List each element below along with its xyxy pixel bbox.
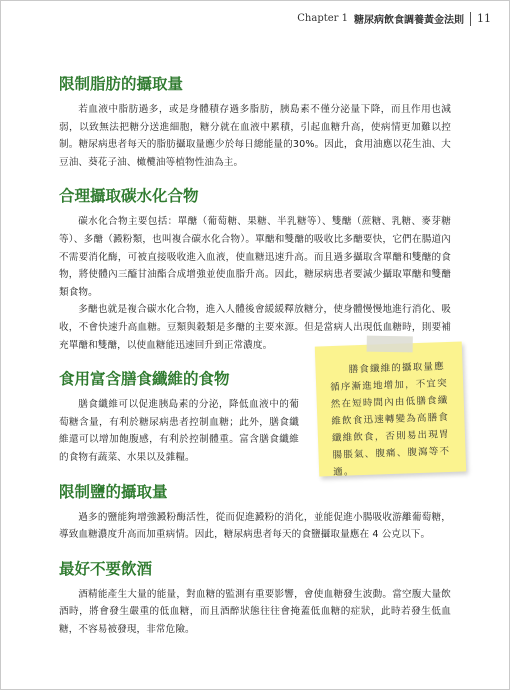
section-paragraph: 酒精能產生大量的能量，對血糖的監測有重要影響，會使血糖發生波動。當空腹大量飲酒時，將會發生嚴重的低血糖，而且酒醉狀態往往會掩蓋低血糖的症狀，此時若發生低血糖，不容易被發現，非常危險。 — [59, 588, 451, 635]
section-title: 合理攝取碳水化合物 — [59, 186, 199, 206]
section-title: 限制鹽的攝取量 — [59, 481, 168, 501]
section-paragraph: 碳水化合物主要包括：單醣（葡萄糖、果糖、半乳糖等）、雙醣（蔗糖、乳糖、麥芽糖等）、多醣（澱粉類，也叫複合碳水化合物）。單醣和雙醣的吸收比多醣要快，它們在腸道內不需要消化酶，可被直接吸收進入血液，使血糖迅速升高。而且過多攝取含單醣和雙醣的食物，將使體內三醯甘油酯合成增強並使血脂升高。因此，糖尿病患者要減少攝取單醣和雙醣類食物。 — [59, 216, 451, 298]
book-title: 糖尿病飲食調養黃金法則 — [354, 15, 464, 26]
sticky-note-text: 膳食纖維的攝取量應循序漸進地增加，不宜突然在短時間內由低膳食纖維飲食迅速轉變為高膳食纖維飲食，否則易出現胃腸脹氣、腹痛、腹瀉等不適。 — [330, 361, 451, 479]
running-header — [297, 11, 491, 26]
section-title: 最好不要飲酒 — [59, 558, 153, 578]
header-divider — [470, 12, 471, 26]
sticky-note — [315, 341, 466, 479]
tape-strip — [367, 336, 413, 353]
section-title: 限制脂肪的攝取量 — [59, 74, 184, 93]
chapter-label: Chapter 1 — [297, 13, 348, 24]
section-paragraph: 過多的鹽能夠增強澱粉酶活性，從而促進澱粉的消化，並能促進小腸吸收游離葡萄糖，導致血糖濃度升高而加重病情。因此，糖尿病患者每天的食鹽攝取量應在 4 公克以下。 — [59, 511, 451, 541]
section-paragraph: 膳食纖維可以促進胰島素的分泌，降低血液中的葡萄糖含量，有利於糖尿病患者控制血糖；此外，膳食纖維還可以增加飽腹感，有利於控制體重。富含膳食纖維的食物有蔬菜、水果以及雜糧。 — [59, 399, 299, 463]
section-carbohydrate — [59, 185, 451, 354]
section-fat — [59, 73, 451, 171]
page-number: 11 — [477, 12, 491, 25]
section-alcohol — [59, 558, 451, 639]
section-paragraph: 若血液中脂肪過多，或是身體積存過多脂肪，胰島素不僅分泌量下降，而且作用也減弱，以致無法把糖分送進細胞，糖分就在血液中累積，引起血糖升高，使病情更加難以控制。糖尿病患者每天的脂肪攝取量應少於每日總能量的30%。因此，食用油應以花生油、大豆油、葵花子油、橄欖油等植物性油為主。 — [59, 104, 451, 168]
section-paragraph: 多醣也就是複合碳水化合物，進入人體後會緩緩釋放糖分，使身體慢慢地進行消化、吸收，不會快速升高血糖。豆類與穀類是多醣的主要來源。但是當病人出現低血糖時，則要補充單醣和雙醣，以使血糖能迅速回升到正常濃度。 — [59, 304, 451, 351]
section-salt — [59, 481, 451, 544]
section-title: 食用富含膳食纖維的食物 — [59, 369, 230, 389]
